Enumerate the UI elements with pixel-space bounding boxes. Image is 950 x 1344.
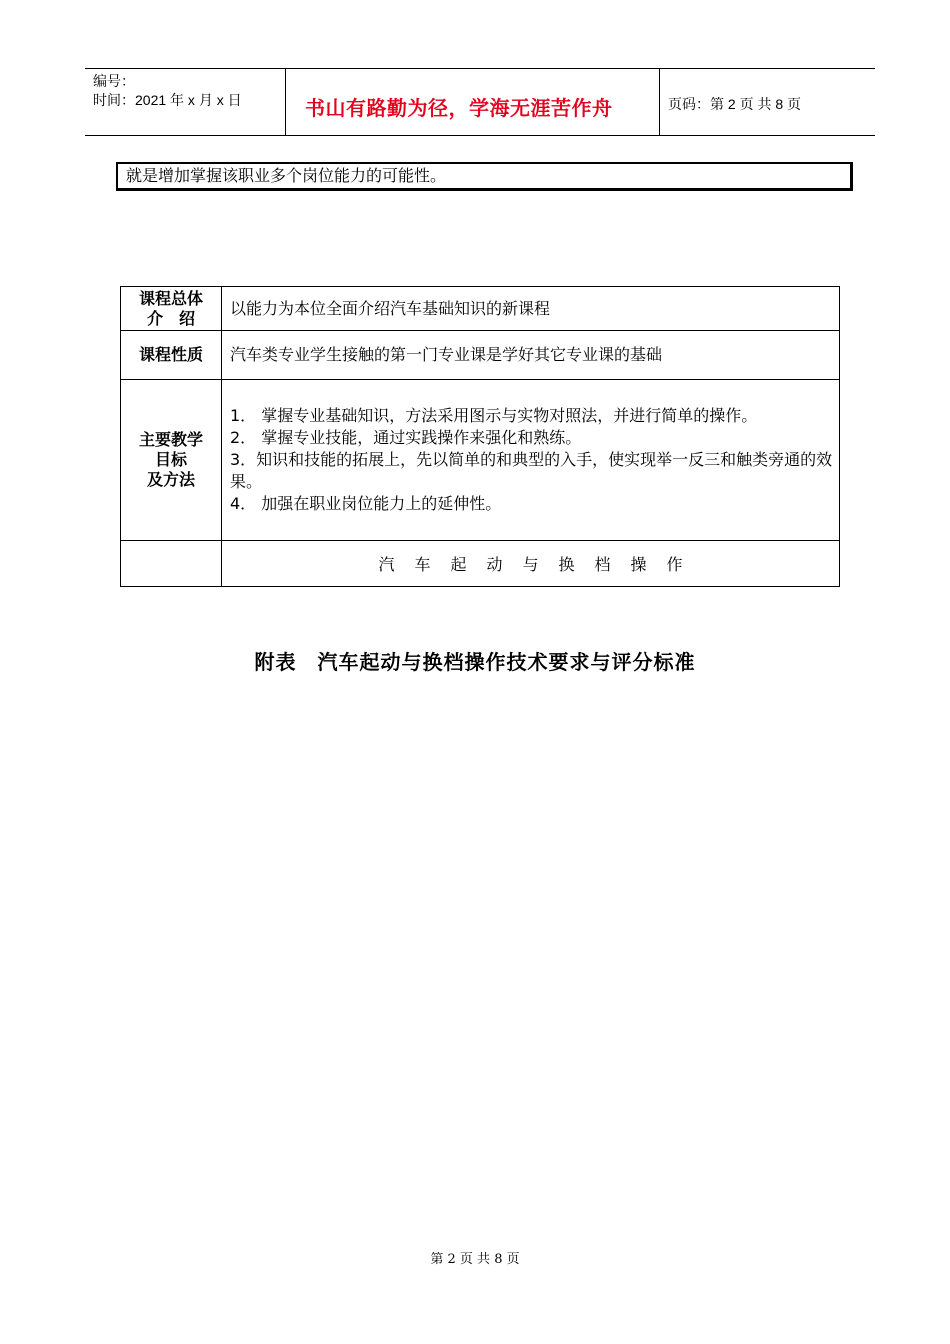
course-overview-label bbox=[121, 287, 222, 331]
list-item: 2． 掌握专业技能，通过实践操作来强化和熟练。 bbox=[230, 428, 582, 447]
table-row bbox=[121, 380, 840, 541]
course-nature-value: 汽车类专业学生接触的第一门专业课是学好其它专业课的基础 bbox=[222, 331, 840, 380]
label-line: 目标 bbox=[154, 450, 187, 469]
page-number-label: 页码：第 2 页 共 8 页 bbox=[668, 96, 802, 112]
continuation-text-box: 就是增加掌握该职业多个岗位能力的可能性。 bbox=[116, 162, 853, 191]
teaching-goals-label bbox=[121, 380, 222, 541]
course-overview-value: 以能力为本位全面介绍汽车基础知识的新课程 bbox=[222, 287, 840, 331]
header-top-rule bbox=[85, 68, 875, 69]
section-title-cell: 汽车起动与换档操作 bbox=[222, 541, 840, 587]
header-divider-left bbox=[285, 68, 286, 136]
list-item: 4． 加强在职业岗位能力上的延伸性。 bbox=[230, 494, 502, 513]
list-item: 3．知识和技能的拓展上，先以简单的和典型的入手，使实现举一反三和触类旁通的效果。 bbox=[230, 450, 833, 491]
label-line: 主要教学 bbox=[138, 430, 203, 449]
course-nature-label: 课程性质 bbox=[121, 331, 222, 380]
list-item: 1． 掌握专业基础知识，方法采用图示与实物对照法，并进行简单的操作。 bbox=[230, 406, 758, 425]
course-info-table bbox=[120, 286, 840, 587]
label-line: 介 绍 bbox=[146, 308, 195, 328]
header-motto: 书山有路勤为径，学海无涯苦作舟 bbox=[305, 96, 613, 120]
appendix-title: 附表 汽车起动与换档操作技术要求与评分标准 bbox=[254, 650, 696, 674]
date-label: 时间：2021 年 x 月 x 日 bbox=[93, 92, 242, 108]
teaching-goals-value bbox=[222, 380, 840, 541]
table-row bbox=[121, 331, 840, 380]
table-row bbox=[121, 287, 840, 331]
header-divider-right bbox=[659, 68, 660, 136]
label-line: 课程总体 bbox=[138, 288, 203, 308]
page-footer: 第 2 页 共 8 页 bbox=[430, 1252, 520, 1267]
empty-label-cell bbox=[121, 541, 222, 587]
label-line: 及方法 bbox=[146, 470, 195, 489]
serial-number-label: 编号： bbox=[93, 73, 135, 89]
header-bottom-rule bbox=[85, 135, 875, 136]
table-row bbox=[121, 541, 840, 587]
